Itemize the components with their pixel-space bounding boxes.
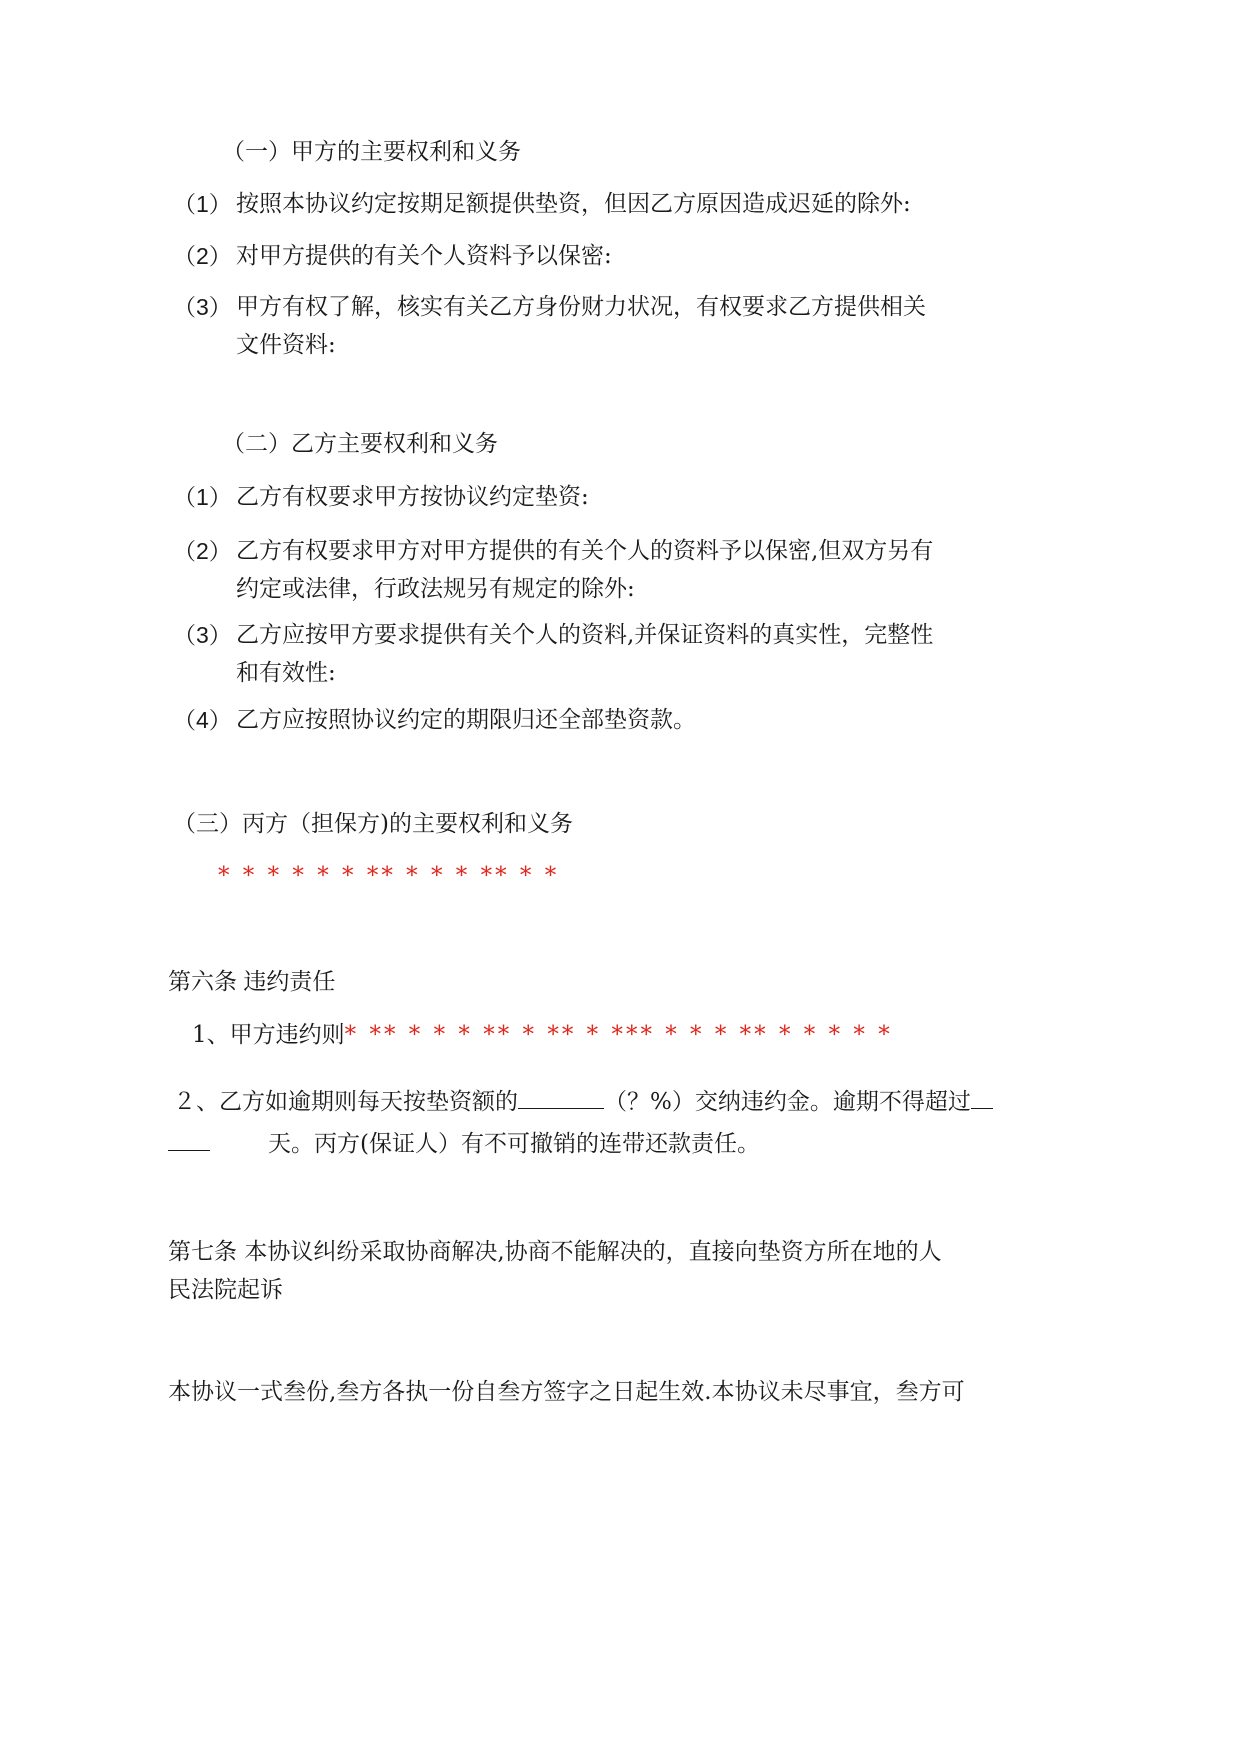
article6-item-1 bbox=[192, 1016, 893, 1054]
section1-heading: （一）甲方的主要权利和义务 bbox=[222, 139, 521, 165]
section3-heading: （三）丙方（担保方)的主要权利和义务 bbox=[173, 811, 573, 837]
closing-paragraph: 本协议一式叁份,叁方各执一份自叁方签字之日起生效.本协议未尽事宜，叁方可 bbox=[168, 1379, 965, 1405]
article6-item2-part3: 天。丙方(保证人）有不可撤销的连带还款责任。 bbox=[268, 1131, 760, 1157]
article6-item2-part1: ２、乙方如逾期则每天按垫资额的 bbox=[173, 1089, 518, 1115]
item-number: （2） bbox=[173, 243, 232, 269]
blank-field bbox=[971, 1082, 993, 1109]
item-text: 乙方有权要求甲方按协议约定垫资: bbox=[236, 484, 589, 510]
item-text: 乙方应按甲方要求提供有关个人的资料,并保证资料的真实性，完整性和有效性: bbox=[236, 622, 934, 686]
article6-item2-part2: （？%）交纳违约金。逾期不得超过 bbox=[604, 1089, 971, 1115]
item-number: （4） bbox=[173, 707, 232, 733]
blank-field bbox=[168, 1124, 210, 1151]
section2-heading: （二）乙方主要权利和义务 bbox=[222, 431, 498, 457]
item-number: （2） bbox=[173, 538, 232, 564]
item-text: 甲方有权了解，核实有关乙方身份财力状况，有权要求乙方提供相关文件资料: bbox=[236, 294, 926, 358]
section3-redacted-text: * * * * * * ** * * * ** * * bbox=[218, 863, 560, 889]
article6-item-2-line2 bbox=[168, 1124, 938, 1163]
article6-item1-redacted: * ** * * * ** * ** * *** * * * ** * * * * * bbox=[344, 1022, 893, 1048]
item-text: 乙方应按照协议约定的期限归还全部垫资款。 bbox=[236, 707, 696, 733]
article6-heading: 第六条 违约责任 bbox=[168, 968, 336, 994]
article7-text: 本协议纠纷采取协商解决,协商不能解决的，直接向垫资方所在地的人民法院起诉 bbox=[168, 1239, 942, 1303]
article6-item1-prefix: 1、甲方违约则 bbox=[192, 1022, 345, 1048]
item-text: 对甲方提供的有关个人资料予以保密: bbox=[236, 243, 612, 269]
item-text: 按照本协议约定按期足额提供垫资，但因乙方原因造成迟延的除外: bbox=[236, 191, 911, 217]
section2-item-3 bbox=[173, 616, 945, 696]
article7-paragraph bbox=[168, 1232, 944, 1309]
section1-item-3 bbox=[173, 288, 945, 368]
blank-field bbox=[518, 1082, 604, 1109]
item-text: 乙方有权要求甲方对甲方提供的有关个人的资料予以保密,但双方另有约定或法律，行政法规另有规定的除外: bbox=[236, 538, 934, 602]
item-number: （1） bbox=[173, 484, 232, 510]
article6-item-2-line1 bbox=[173, 1082, 971, 1121]
item-number: （3） bbox=[173, 294, 232, 320]
item-number: （1） bbox=[173, 191, 232, 217]
section2-item-2 bbox=[173, 532, 945, 612]
article7-label: 第七条 bbox=[168, 1238, 237, 1264]
item-number: （3） bbox=[173, 622, 232, 648]
